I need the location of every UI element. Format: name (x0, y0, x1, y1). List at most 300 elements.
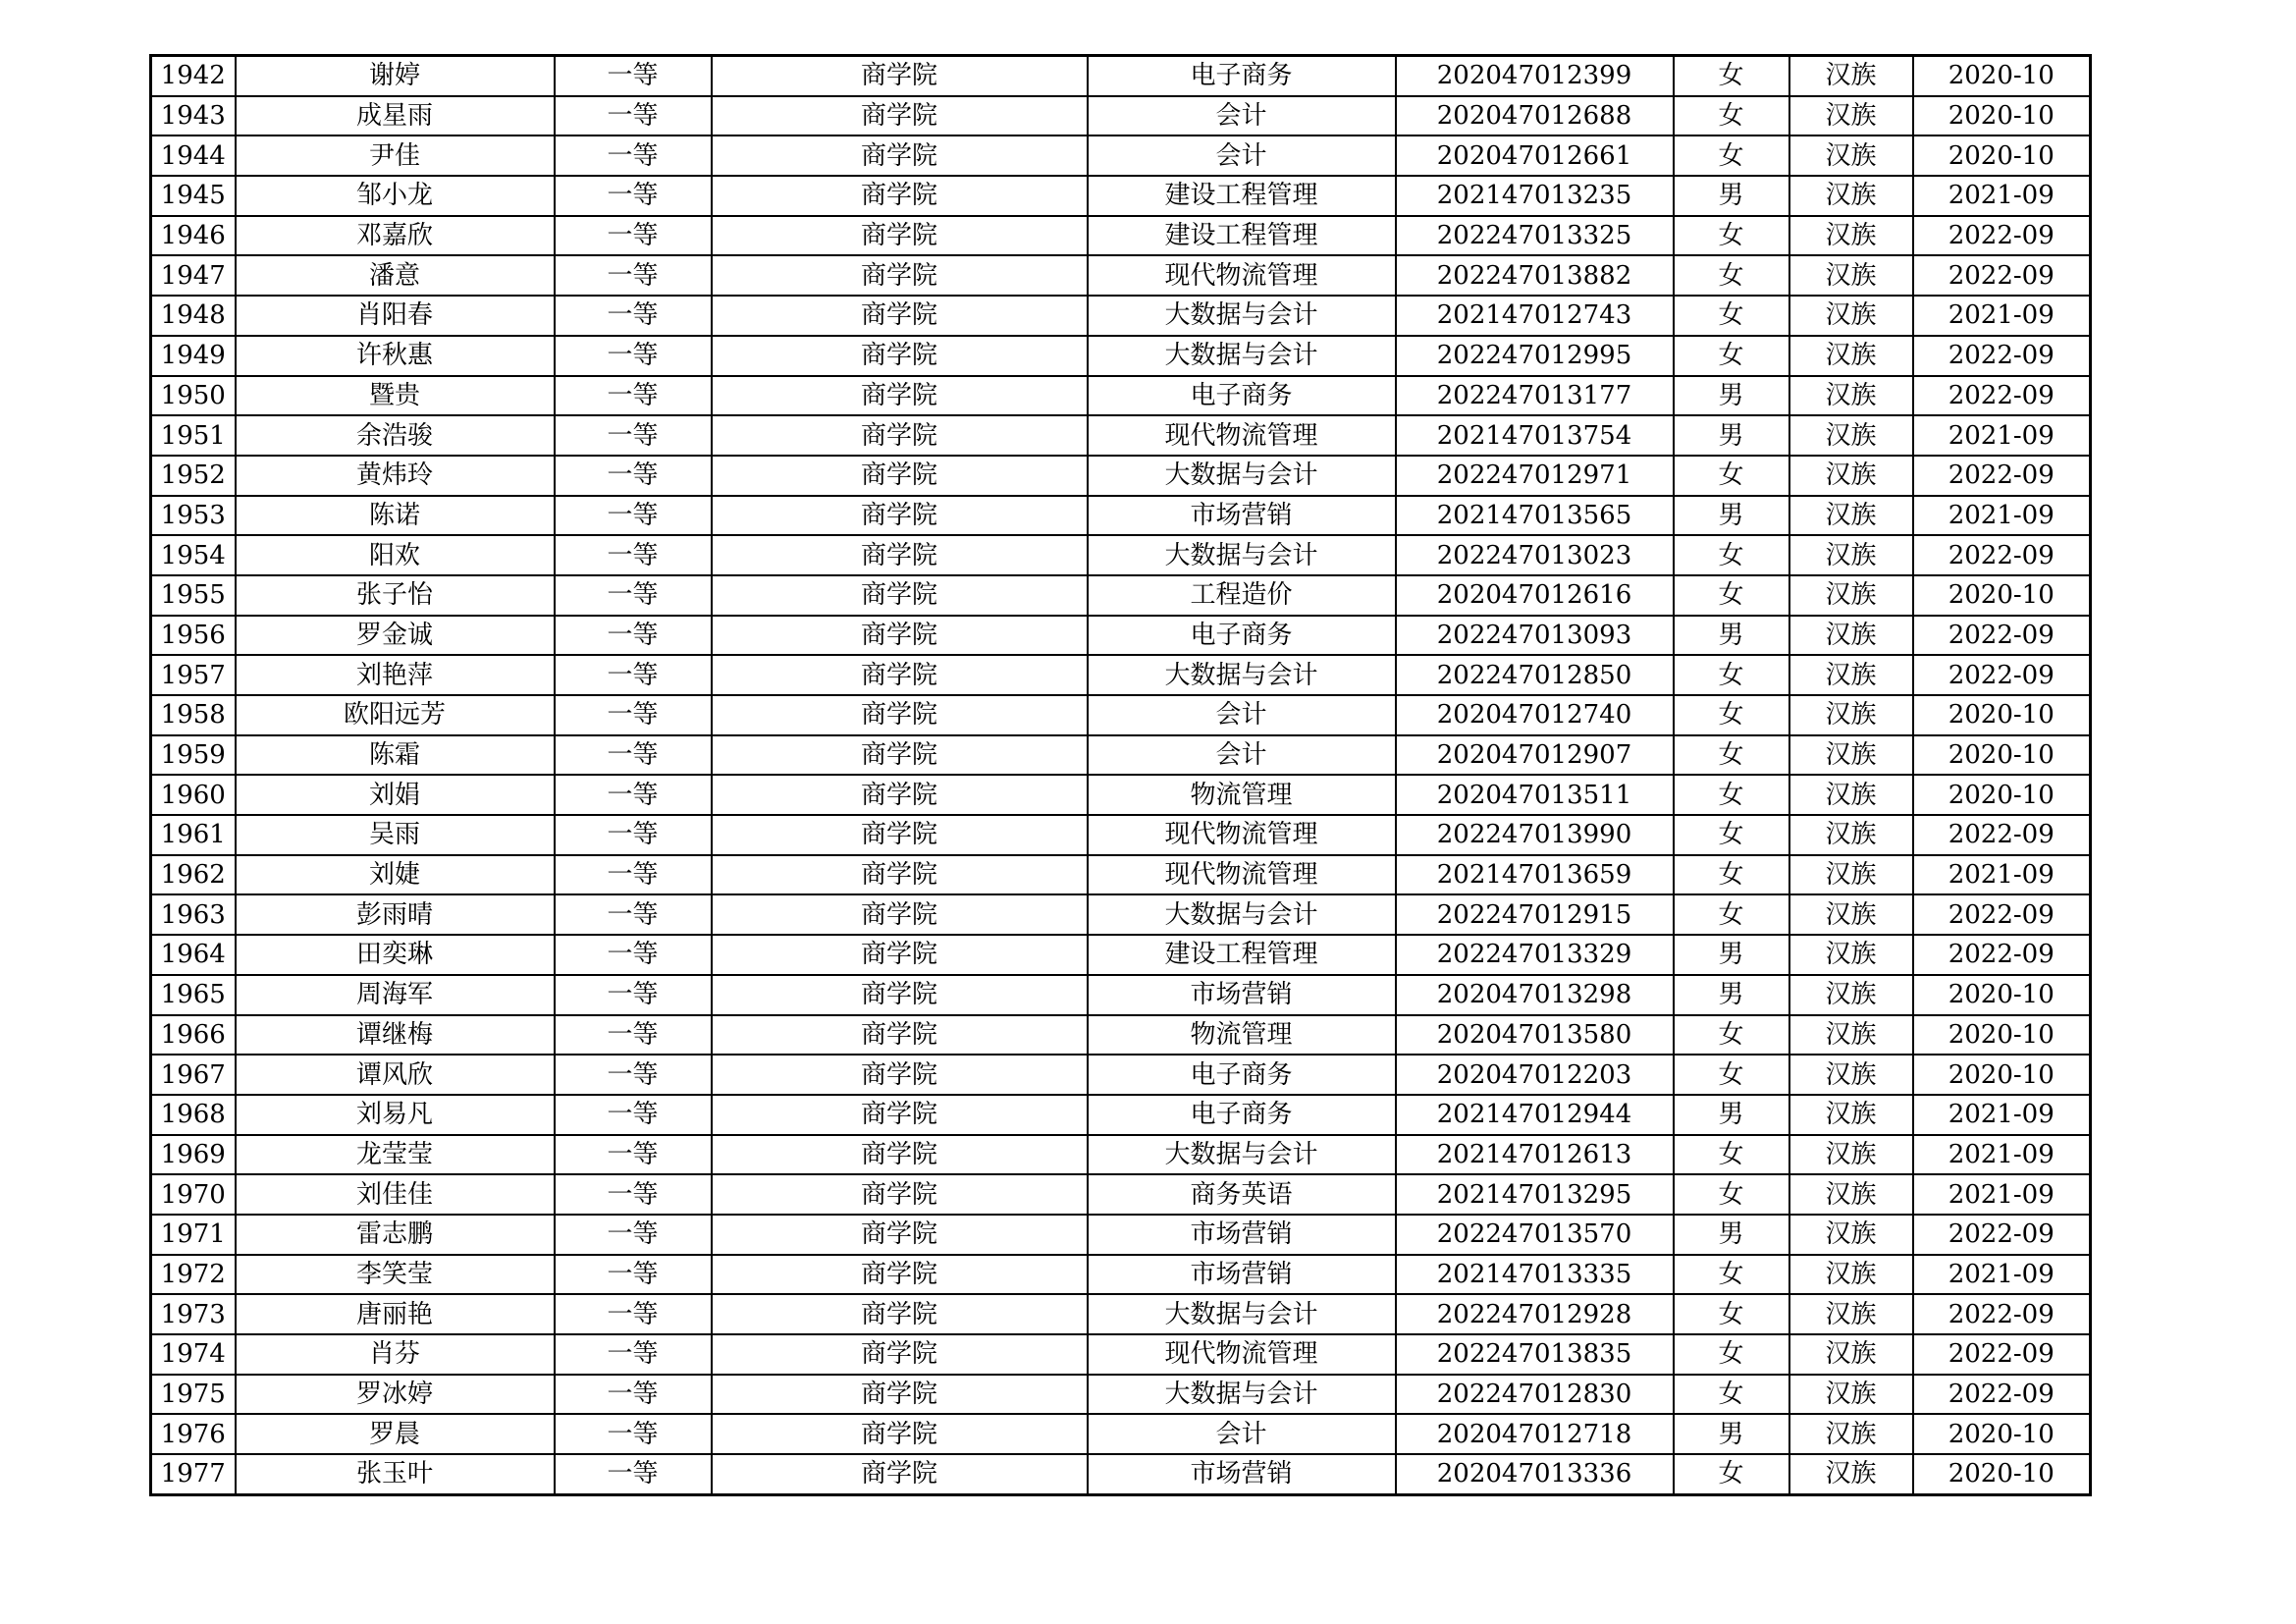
cell-ethnicity: 汉族 (1789, 1095, 1913, 1135)
cell-student-id: 202047013511 (1396, 775, 1674, 815)
cell-serial-no: 1966 (151, 1015, 236, 1056)
cell-award-level: 一等 (555, 216, 712, 256)
cell-college: 商学院 (712, 456, 1088, 496)
cell-award-level: 一等 (555, 616, 712, 656)
cell-enrollment-date: 2022-09 (1913, 616, 2091, 656)
cell-student-id: 202247013325 (1396, 216, 1674, 256)
cell-college: 商学院 (712, 855, 1088, 895)
cell-serial-no: 1955 (151, 575, 236, 616)
cell-gender: 女 (1674, 336, 1789, 376)
table-row (151, 415, 2091, 456)
cell-award-level: 一等 (555, 336, 712, 376)
cell-enrollment-date: 2022-09 (1913, 456, 2091, 496)
cell-student-id: 202247013882 (1396, 255, 1674, 296)
table-row (151, 1375, 2091, 1415)
cell-college: 商学院 (712, 255, 1088, 296)
table-row (151, 255, 2091, 296)
cell-gender: 女 (1674, 735, 1789, 776)
cell-enrollment-date: 2022-09 (1913, 935, 2091, 975)
cell-serial-no: 1970 (151, 1174, 236, 1215)
cell-ethnicity: 汉族 (1789, 655, 1913, 695)
cell-college: 商学院 (712, 815, 1088, 855)
table-row (151, 1334, 2091, 1375)
cell-enrollment-date: 2022-09 (1913, 1294, 2091, 1334)
cell-student-id: 202147012944 (1396, 1095, 1674, 1135)
cell-major: 大数据与会计 (1088, 1375, 1396, 1415)
cell-gender: 男 (1674, 1095, 1789, 1135)
cell-serial-no: 1947 (151, 255, 236, 296)
cell-award-level: 一等 (555, 96, 712, 136)
cell-serial-no: 1952 (151, 456, 236, 496)
cell-award-level: 一等 (555, 894, 712, 935)
cell-enrollment-date: 2020-10 (1913, 1414, 2091, 1454)
cell-college: 商学院 (712, 296, 1088, 336)
cell-college: 商学院 (712, 56, 1088, 96)
cell-name: 彭雨晴 (236, 894, 555, 935)
cell-student-id: 202047012907 (1396, 735, 1674, 776)
cell-student-id: 202147012743 (1396, 296, 1674, 336)
cell-serial-no: 1954 (151, 535, 236, 575)
cell-name: 刘佳佳 (236, 1174, 555, 1215)
cell-major: 大数据与会计 (1088, 1135, 1396, 1175)
cell-college: 商学院 (712, 616, 1088, 656)
cell-enrollment-date: 2022-09 (1913, 1334, 2091, 1375)
cell-student-id: 202047012718 (1396, 1414, 1674, 1454)
cell-award-level: 一等 (555, 855, 712, 895)
cell-enrollment-date: 2020-10 (1913, 735, 2091, 776)
cell-name: 吴雨 (236, 815, 555, 855)
cell-serial-no: 1964 (151, 935, 236, 975)
cell-ethnicity: 汉族 (1789, 376, 1913, 416)
cell-name: 雷志鹏 (236, 1215, 555, 1255)
cell-name: 田奕琳 (236, 935, 555, 975)
cell-college: 商学院 (712, 96, 1088, 136)
cell-major: 电子商务 (1088, 1095, 1396, 1135)
cell-name: 周海军 (236, 975, 555, 1015)
cell-serial-no: 1972 (151, 1255, 236, 1295)
cell-student-id: 202047013580 (1396, 1015, 1674, 1056)
cell-major: 电子商务 (1088, 376, 1396, 416)
cell-ethnicity: 汉族 (1789, 1294, 1913, 1334)
cell-award-level: 一等 (555, 975, 712, 1015)
cell-student-id: 202047012740 (1396, 695, 1674, 735)
cell-enrollment-date: 2021-09 (1913, 855, 2091, 895)
cell-name: 罗晨 (236, 1414, 555, 1454)
cell-serial-no: 1957 (151, 655, 236, 695)
cell-enrollment-date: 2022-09 (1913, 336, 2091, 376)
cell-award-level: 一等 (555, 695, 712, 735)
cell-college: 商学院 (712, 735, 1088, 776)
cell-enrollment-date: 2022-09 (1913, 535, 2091, 575)
cell-enrollment-date: 2022-09 (1913, 255, 2091, 296)
cell-name: 黄炜玲 (236, 456, 555, 496)
cell-college: 商学院 (712, 575, 1088, 616)
cell-gender: 女 (1674, 135, 1789, 176)
cell-award-level: 一等 (555, 135, 712, 176)
table-row (151, 616, 2091, 656)
cell-name: 龙莹莹 (236, 1135, 555, 1175)
cell-college: 商学院 (712, 1174, 1088, 1215)
table-row (151, 1215, 2091, 1255)
cell-gender: 女 (1674, 1055, 1789, 1095)
cell-major: 电子商务 (1088, 616, 1396, 656)
cell-enrollment-date: 2020-10 (1913, 96, 2091, 136)
cell-gender: 男 (1674, 415, 1789, 456)
cell-gender: 女 (1674, 1174, 1789, 1215)
cell-college: 商学院 (712, 535, 1088, 575)
cell-enrollment-date: 2020-10 (1913, 1454, 2091, 1494)
cell-award-level: 一等 (555, 176, 712, 216)
cell-serial-no: 1965 (151, 975, 236, 1015)
cell-major: 工程造价 (1088, 575, 1396, 616)
cell-enrollment-date: 2021-09 (1913, 1255, 2091, 1295)
cell-student-id: 202147013295 (1396, 1174, 1674, 1215)
cell-name: 暨贵 (236, 376, 555, 416)
cell-enrollment-date: 2022-09 (1913, 1375, 2091, 1415)
cell-gender: 女 (1674, 655, 1789, 695)
cell-award-level: 一等 (555, 1255, 712, 1295)
cell-name: 余浩骏 (236, 415, 555, 456)
cell-gender: 男 (1674, 1215, 1789, 1255)
cell-enrollment-date: 2020-10 (1913, 695, 2091, 735)
cell-student-id: 202147013659 (1396, 855, 1674, 895)
cell-enrollment-date: 2022-09 (1913, 376, 2091, 416)
cell-serial-no: 1967 (151, 1055, 236, 1095)
cell-gender: 女 (1674, 1135, 1789, 1175)
cell-college: 商学院 (712, 975, 1088, 1015)
cell-college: 商学院 (712, 1294, 1088, 1334)
cell-major: 物流管理 (1088, 775, 1396, 815)
cell-serial-no: 1951 (151, 415, 236, 456)
cell-gender: 女 (1674, 96, 1789, 136)
cell-serial-no: 1963 (151, 894, 236, 935)
cell-serial-no: 1959 (151, 735, 236, 776)
cell-name: 罗金诚 (236, 616, 555, 656)
cell-name: 刘易凡 (236, 1095, 555, 1135)
cell-serial-no: 1975 (151, 1375, 236, 1415)
cell-college: 商学院 (712, 1015, 1088, 1056)
cell-ethnicity: 汉族 (1789, 775, 1913, 815)
cell-major: 物流管理 (1088, 1015, 1396, 1056)
cell-gender: 男 (1674, 376, 1789, 416)
cell-student-id: 202247012830 (1396, 1375, 1674, 1415)
cell-ethnicity: 汉族 (1789, 815, 1913, 855)
cell-enrollment-date: 2022-09 (1913, 815, 2091, 855)
cell-major: 市场营销 (1088, 1255, 1396, 1295)
cell-name: 陈霜 (236, 735, 555, 776)
cell-gender: 女 (1674, 56, 1789, 96)
cell-ethnicity: 汉族 (1789, 1174, 1913, 1215)
cell-enrollment-date: 2021-09 (1913, 415, 2091, 456)
cell-serial-no: 1950 (151, 376, 236, 416)
cell-serial-no: 1962 (151, 855, 236, 895)
cell-enrollment-date: 2021-09 (1913, 496, 2091, 536)
cell-serial-no: 1974 (151, 1334, 236, 1375)
cell-name: 潘意 (236, 255, 555, 296)
cell-gender: 男 (1674, 616, 1789, 656)
cell-name: 邓嘉欣 (236, 216, 555, 256)
cell-gender: 男 (1674, 1414, 1789, 1454)
cell-ethnicity: 汉族 (1789, 535, 1913, 575)
cell-student-id: 202247013835 (1396, 1334, 1674, 1375)
cell-college: 商学院 (712, 1375, 1088, 1415)
cell-ethnicity: 汉族 (1789, 296, 1913, 336)
cell-major: 建设工程管理 (1088, 216, 1396, 256)
cell-serial-no: 1958 (151, 695, 236, 735)
cell-major: 会计 (1088, 96, 1396, 136)
cell-award-level: 一等 (555, 775, 712, 815)
cell-serial-no: 1943 (151, 96, 236, 136)
cell-ethnicity: 汉族 (1789, 415, 1913, 456)
table-row (151, 176, 2091, 216)
table-row (151, 655, 2091, 695)
cell-gender: 女 (1674, 1015, 1789, 1056)
cell-award-level: 一等 (555, 575, 712, 616)
cell-award-level: 一等 (555, 815, 712, 855)
cell-enrollment-date: 2021-09 (1913, 296, 2091, 336)
cell-student-id: 202147013565 (1396, 496, 1674, 536)
cell-serial-no: 1968 (151, 1095, 236, 1135)
cell-name: 刘艳萍 (236, 655, 555, 695)
cell-name: 许秋惠 (236, 336, 555, 376)
cell-major: 建设工程管理 (1088, 176, 1396, 216)
cell-name: 欧阳远芳 (236, 695, 555, 735)
cell-major: 会计 (1088, 1414, 1396, 1454)
cell-enrollment-date: 2020-10 (1913, 56, 2091, 96)
cell-student-id: 202247013093 (1396, 616, 1674, 656)
cell-major: 商务英语 (1088, 1174, 1396, 1215)
cell-college: 商学院 (712, 176, 1088, 216)
cell-college: 商学院 (712, 655, 1088, 695)
cell-serial-no: 1976 (151, 1414, 236, 1454)
cell-college: 商学院 (712, 1255, 1088, 1295)
cell-gender: 女 (1674, 1375, 1789, 1415)
cell-serial-no: 1942 (151, 56, 236, 96)
cell-enrollment-date: 2020-10 (1913, 775, 2091, 815)
cell-name: 唐丽艳 (236, 1294, 555, 1334)
table-row (151, 135, 2091, 176)
cell-serial-no: 1956 (151, 616, 236, 656)
cell-gender: 男 (1674, 935, 1789, 975)
cell-serial-no: 1949 (151, 336, 236, 376)
cell-ethnicity: 汉族 (1789, 695, 1913, 735)
table-row (151, 1135, 2091, 1175)
cell-college: 商学院 (712, 1095, 1088, 1135)
table-row (151, 575, 2091, 616)
cell-major: 现代物流管理 (1088, 815, 1396, 855)
cell-major: 市场营销 (1088, 1454, 1396, 1494)
table-body (151, 56, 2091, 1495)
cell-award-level: 一等 (555, 56, 712, 96)
cell-name: 罗冰婷 (236, 1375, 555, 1415)
cell-ethnicity: 汉族 (1789, 496, 1913, 536)
table-row (151, 56, 2091, 96)
cell-gender: 女 (1674, 1294, 1789, 1334)
cell-award-level: 一等 (555, 935, 712, 975)
cell-major: 会计 (1088, 695, 1396, 735)
table-row (151, 376, 2091, 416)
cell-major: 大数据与会计 (1088, 336, 1396, 376)
cell-gender: 女 (1674, 855, 1789, 895)
cell-ethnicity: 汉族 (1789, 456, 1913, 496)
cell-student-id: 202047012616 (1396, 575, 1674, 616)
cell-gender: 女 (1674, 894, 1789, 935)
cell-ethnicity: 汉族 (1789, 1215, 1913, 1255)
cell-college: 商学院 (712, 1055, 1088, 1095)
cell-student-id: 202047012688 (1396, 96, 1674, 136)
cell-name: 张子怡 (236, 575, 555, 616)
table-row (151, 1095, 2091, 1135)
cell-college: 商学院 (712, 135, 1088, 176)
cell-student-id: 202147012613 (1396, 1135, 1674, 1175)
table-row (151, 815, 2091, 855)
cell-student-id: 202247013177 (1396, 376, 1674, 416)
cell-student-id: 202247012850 (1396, 655, 1674, 695)
cell-ethnicity: 汉族 (1789, 1454, 1913, 1494)
cell-college: 商学院 (712, 1334, 1088, 1375)
cell-serial-no: 1945 (151, 176, 236, 216)
cell-ethnicity: 汉族 (1789, 1414, 1913, 1454)
cell-serial-no: 1977 (151, 1454, 236, 1494)
cell-college: 商学院 (712, 1135, 1088, 1175)
cell-name: 阳欢 (236, 535, 555, 575)
cell-award-level: 一等 (555, 535, 712, 575)
table-row (151, 216, 2091, 256)
cell-ethnicity: 汉族 (1789, 1255, 1913, 1295)
cell-award-level: 一等 (555, 1174, 712, 1215)
cell-serial-no: 1953 (151, 496, 236, 536)
cell-serial-no: 1944 (151, 135, 236, 176)
cell-name: 邹小龙 (236, 176, 555, 216)
cell-enrollment-date: 2020-10 (1913, 135, 2091, 176)
cell-major: 电子商务 (1088, 56, 1396, 96)
cell-award-level: 一等 (555, 655, 712, 695)
cell-enrollment-date: 2022-09 (1913, 216, 2091, 256)
cell-student-id: 202047012203 (1396, 1055, 1674, 1095)
cell-major: 市场营销 (1088, 1215, 1396, 1255)
cell-gender: 女 (1674, 216, 1789, 256)
cell-gender: 女 (1674, 535, 1789, 575)
cell-serial-no: 1961 (151, 815, 236, 855)
cell-gender: 女 (1674, 815, 1789, 855)
cell-ethnicity: 汉族 (1789, 135, 1913, 176)
cell-name: 肖芬 (236, 1334, 555, 1375)
cell-major: 大数据与会计 (1088, 655, 1396, 695)
cell-name: 陈诺 (236, 496, 555, 536)
cell-name: 肖阳春 (236, 296, 555, 336)
cell-gender: 女 (1674, 456, 1789, 496)
cell-serial-no: 1969 (151, 1135, 236, 1175)
cell-major: 大数据与会计 (1088, 894, 1396, 935)
cell-student-id: 202247013329 (1396, 935, 1674, 975)
cell-name: 刘娟 (236, 775, 555, 815)
cell-major: 现代物流管理 (1088, 415, 1396, 456)
cell-ethnicity: 汉族 (1789, 935, 1913, 975)
cell-major: 市场营销 (1088, 975, 1396, 1015)
cell-award-level: 一等 (555, 1095, 712, 1135)
cell-ethnicity: 汉族 (1789, 336, 1913, 376)
cell-college: 商学院 (712, 1215, 1088, 1255)
cell-award-level: 一等 (555, 735, 712, 776)
cell-gender: 女 (1674, 1334, 1789, 1375)
table-row (151, 695, 2091, 735)
table-row (151, 296, 2091, 336)
cell-gender: 男 (1674, 176, 1789, 216)
cell-ethnicity: 汉族 (1789, 255, 1913, 296)
cell-student-id: 202247012915 (1396, 894, 1674, 935)
cell-enrollment-date: 2020-10 (1913, 975, 2091, 1015)
cell-major: 建设工程管理 (1088, 935, 1396, 975)
cell-serial-no: 1960 (151, 775, 236, 815)
cell-gender: 女 (1674, 575, 1789, 616)
cell-college: 商学院 (712, 695, 1088, 735)
cell-student-id: 202247012971 (1396, 456, 1674, 496)
cell-major: 现代物流管理 (1088, 855, 1396, 895)
cell-name: 谭风欣 (236, 1055, 555, 1095)
cell-ethnicity: 汉族 (1789, 1015, 1913, 1056)
cell-gender: 女 (1674, 695, 1789, 735)
cell-ethnicity: 汉族 (1789, 176, 1913, 216)
table-row (151, 1174, 2091, 1215)
cell-enrollment-date: 2020-10 (1913, 1055, 2091, 1095)
cell-ethnicity: 汉族 (1789, 855, 1913, 895)
table-row (151, 456, 2091, 496)
cell-ethnicity: 汉族 (1789, 216, 1913, 256)
cell-major: 现代物流管理 (1088, 255, 1396, 296)
cell-gender: 女 (1674, 775, 1789, 815)
cell-award-level: 一等 (555, 456, 712, 496)
cell-enrollment-date: 2021-09 (1913, 1095, 2091, 1135)
table-row (151, 935, 2091, 975)
cell-gender: 女 (1674, 1255, 1789, 1295)
table-row (151, 1055, 2091, 1095)
cell-name: 尹佳 (236, 135, 555, 176)
table-row (151, 855, 2091, 895)
cell-student-id: 202047013298 (1396, 975, 1674, 1015)
cell-college: 商学院 (712, 415, 1088, 456)
cell-gender: 男 (1674, 975, 1789, 1015)
cell-major: 大数据与会计 (1088, 1294, 1396, 1334)
cell-name: 成星雨 (236, 96, 555, 136)
cell-ethnicity: 汉族 (1789, 1135, 1913, 1175)
cell-name: 谢婷 (236, 56, 555, 96)
cell-college: 商学院 (712, 216, 1088, 256)
cell-award-level: 一等 (555, 376, 712, 416)
cell-serial-no: 1973 (151, 1294, 236, 1334)
cell-enrollment-date: 2022-09 (1913, 655, 2091, 695)
cell-award-level: 一等 (555, 255, 712, 296)
cell-award-level: 一等 (555, 1015, 712, 1056)
cell-gender: 女 (1674, 255, 1789, 296)
table-row (151, 1255, 2091, 1295)
cell-enrollment-date: 2021-09 (1913, 1174, 2091, 1215)
cell-serial-no: 1948 (151, 296, 236, 336)
cell-student-id: 202047012399 (1396, 56, 1674, 96)
cell-name: 刘婕 (236, 855, 555, 895)
scholarship-list-table (149, 54, 2092, 1496)
cell-award-level: 一等 (555, 1294, 712, 1334)
cell-ethnicity: 汉族 (1789, 1334, 1913, 1375)
cell-award-level: 一等 (555, 415, 712, 456)
table-row (151, 975, 2091, 1015)
cell-award-level: 一等 (555, 1454, 712, 1494)
cell-ethnicity: 汉族 (1789, 96, 1913, 136)
cell-ethnicity: 汉族 (1789, 894, 1913, 935)
cell-student-id: 202247012995 (1396, 336, 1674, 376)
cell-award-level: 一等 (555, 1414, 712, 1454)
cell-award-level: 一等 (555, 296, 712, 336)
cell-student-id: 202147013754 (1396, 415, 1674, 456)
